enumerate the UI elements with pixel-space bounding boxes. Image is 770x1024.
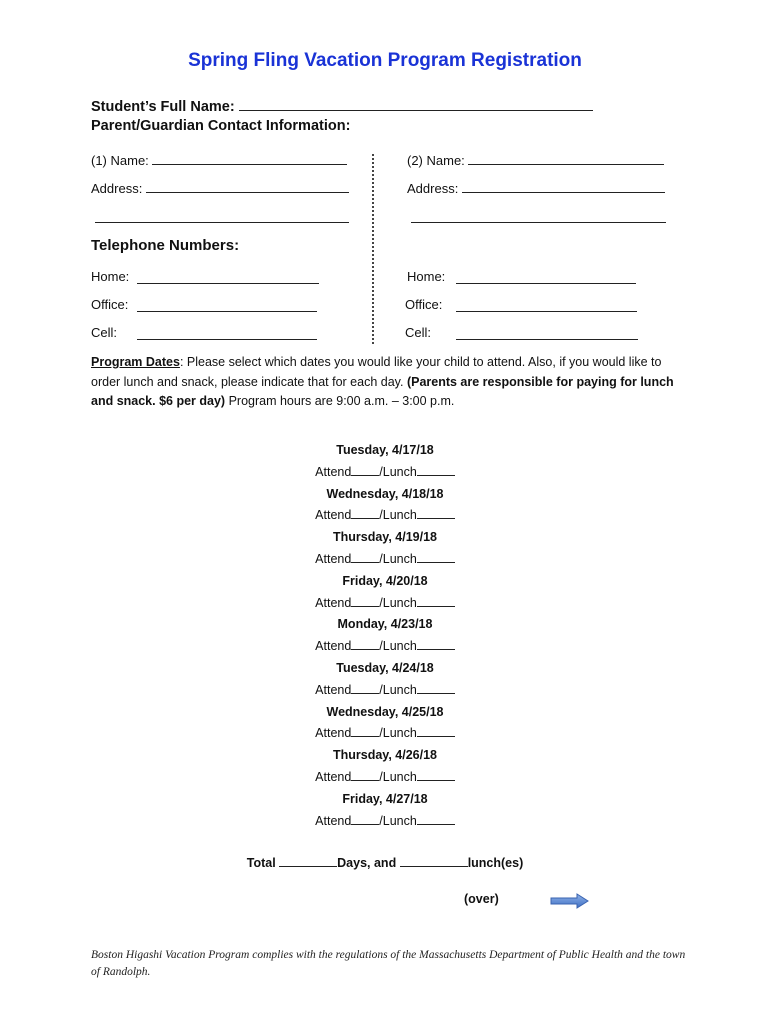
date-heading: Monday, 4/23/18 <box>337 617 433 632</box>
attend-lunch-row <box>0 593 770 615</box>
right-cell-field[interactable] <box>456 339 638 340</box>
total-label: Total <box>246 856 280 870</box>
right-address-row <box>407 179 665 196</box>
right-home-label: Home: <box>407 269 446 284</box>
telephone-heading: Telephone Numbers: <box>91 237 240 254</box>
attend-label: Attend <box>315 464 352 479</box>
right-office-field[interactable] <box>456 311 637 312</box>
attend-field[interactable] <box>351 463 379 476</box>
left-address-line2-field[interactable] <box>95 222 349 223</box>
lunch-label: /Lunch <box>379 595 417 610</box>
student-name-label: Student’s Full Name: <box>91 99 235 115</box>
attend-label: Attend <box>315 508 352 523</box>
attend-lunch-row <box>0 680 770 702</box>
dates-list <box>0 440 770 832</box>
lunch-label: /Lunch <box>379 769 417 784</box>
date-heading: Thursday, 4/26/18 <box>333 748 437 763</box>
right-arrow-icon <box>550 893 590 914</box>
attend-field[interactable] <box>351 768 379 781</box>
total-days-field[interactable] <box>279 854 337 867</box>
footer-note: Boston Higashi Vacation Program complies with the regulations of the Massachusetts Department of Public Health and the town of Randolph. <box>91 949 686 978</box>
total-lunches-label: lunch(es) <box>467 856 524 870</box>
lunch-label: /Lunch <box>379 682 417 697</box>
program-text-1: : Please select which dates you would like your child to attend. Also, if you would like to order lunch and snack, please indicate that for each day. <box>91 355 662 389</box>
right-name-field[interactable] <box>468 151 664 165</box>
attend-lunch-row <box>0 549 770 571</box>
left-address-field[interactable] <box>146 179 349 193</box>
attend-lunch-row <box>0 462 770 484</box>
left-name-field[interactable] <box>152 151 347 165</box>
left-address-label: Address: <box>91 181 143 196</box>
attend-label: Attend <box>315 551 352 566</box>
page-title: Spring Fling Vacation Program Registration <box>188 50 582 71</box>
attend-lunch-row <box>0 811 770 833</box>
program-bold-text: (Parents are responsible for paying for lunch and snack. $6 per day) <box>91 374 674 408</box>
attend-field[interactable] <box>351 550 379 563</box>
right-office-label: Office: <box>405 297 443 312</box>
total-days-label: Days, and <box>337 856 400 870</box>
lunch-label: /Lunch <box>379 726 417 741</box>
date-heading: Thursday, 4/19/18 <box>333 530 437 545</box>
date-heading: Friday, 4/20/18 <box>342 573 428 588</box>
right-address-line2-field[interactable] <box>411 222 666 223</box>
left-home-field[interactable] <box>137 283 319 284</box>
attend-lunch-row <box>0 505 770 527</box>
lunch-field[interactable] <box>417 506 455 519</box>
program-dates-paragraph <box>91 353 691 412</box>
date-heading: Wednesday, 4/25/18 <box>326 704 444 719</box>
left-cell-label: Cell: <box>91 325 118 340</box>
right-address-field[interactable] <box>462 179 665 193</box>
over-label: (over) <box>464 892 499 906</box>
lunch-field[interactable] <box>417 463 455 476</box>
student-name-row <box>91 97 593 115</box>
right-cell-label: Cell: <box>405 325 432 340</box>
student-name-field[interactable] <box>239 97 593 111</box>
left-address-row <box>91 179 349 196</box>
lunch-field[interactable] <box>417 681 455 694</box>
lunch-field[interactable] <box>417 768 455 781</box>
program-dates-label: Program Dates <box>91 355 180 369</box>
right-name-label: (2) Name: <box>407 153 465 168</box>
date-heading: Friday, 4/27/18 <box>342 791 428 806</box>
attend-label: Attend <box>315 726 352 741</box>
attend-field[interactable] <box>351 594 379 607</box>
lunch-field[interactable] <box>417 594 455 607</box>
attend-label: Attend <box>315 813 352 828</box>
attend-field[interactable] <box>351 724 379 737</box>
lunch-label: /Lunch <box>379 551 417 566</box>
left-name-label: (1) Name: <box>91 153 149 168</box>
attend-field[interactable] <box>351 681 379 694</box>
lunch-field[interactable] <box>417 812 455 825</box>
left-office-label: Office: <box>91 297 129 312</box>
parent-info-label: Parent/Guardian Contact Information: <box>91 118 351 134</box>
lunch-field[interactable] <box>417 724 455 737</box>
total-lunches-field[interactable] <box>400 854 468 867</box>
lunch-field[interactable] <box>417 637 455 650</box>
attend-field[interactable] <box>351 506 379 519</box>
total-row <box>0 854 770 870</box>
lunch-label: /Lunch <box>379 464 417 479</box>
lunch-field[interactable] <box>417 550 455 563</box>
attend-lunch-row <box>0 636 770 658</box>
lunch-label: /Lunch <box>379 813 417 828</box>
date-heading: Wednesday, 4/18/18 <box>326 486 444 501</box>
left-cell-field[interactable] <box>137 339 317 340</box>
left-home-label: Home: <box>91 269 130 284</box>
attend-label: Attend <box>315 595 352 610</box>
attend-field[interactable] <box>351 812 379 825</box>
attend-lunch-row <box>0 767 770 789</box>
right-home-field[interactable] <box>456 283 636 284</box>
attend-label: Attend <box>315 769 352 784</box>
date-heading: Tuesday, 4/17/18 <box>336 443 434 457</box>
program-text-2: Program hours are 9:00 a.m. – 3:00 p.m. <box>225 394 455 408</box>
column-divider <box>372 154 374 344</box>
right-address-label: Address: <box>407 181 459 196</box>
right-name-row <box>407 151 664 168</box>
attend-field[interactable] <box>351 637 379 650</box>
attend-label: Attend <box>315 682 352 697</box>
left-office-field[interactable] <box>137 311 317 312</box>
attend-label: Attend <box>315 639 352 654</box>
left-name-row <box>91 151 347 168</box>
lunch-label: /Lunch <box>379 639 417 654</box>
lunch-label: /Lunch <box>379 508 417 523</box>
date-heading: Tuesday, 4/24/18 <box>336 660 434 675</box>
attend-lunch-row <box>0 723 770 745</box>
